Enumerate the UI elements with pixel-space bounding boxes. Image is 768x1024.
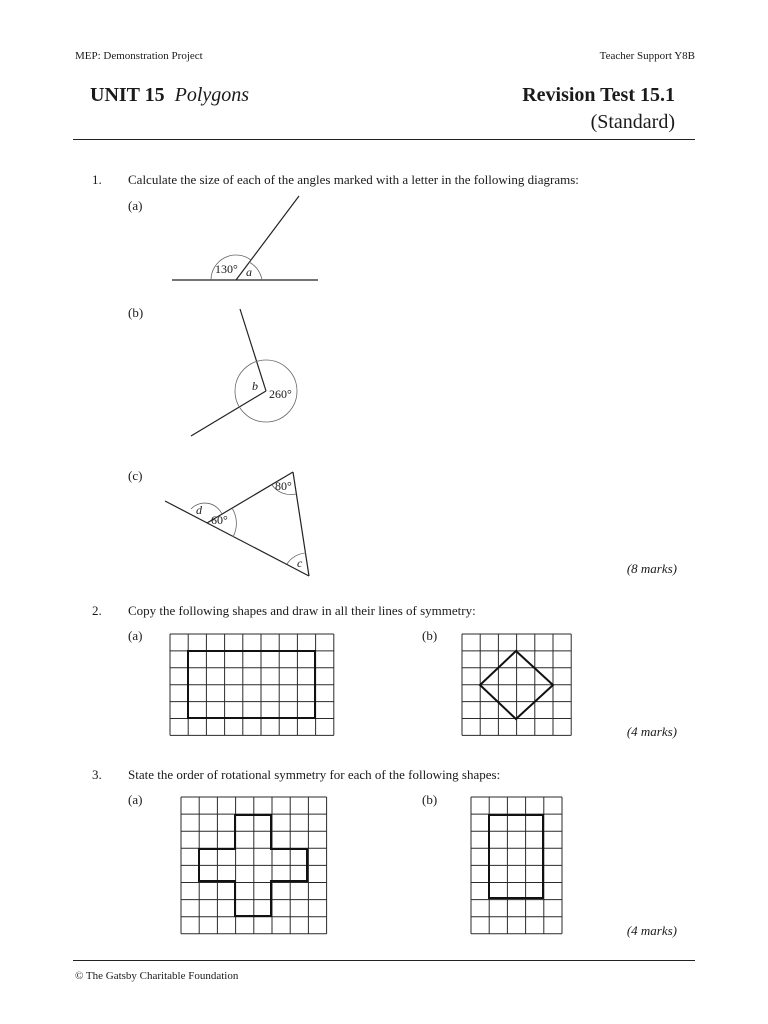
q2-marks: (4 marks) xyxy=(626,724,677,739)
q3b-rectangle-shape xyxy=(489,815,543,898)
q1c-angle-c: c xyxy=(297,556,303,570)
q1c-diagram xyxy=(165,472,309,576)
q2b-grid xyxy=(462,634,571,735)
q1-part-c-label: (c) xyxy=(128,468,143,483)
q1b-angle-b: b xyxy=(252,379,258,393)
q1c-angle-60: 60° xyxy=(211,513,228,527)
q2a-grid xyxy=(170,634,334,735)
question-3-text: State the order of rotational symmetry for each of the following shapes: xyxy=(128,767,501,782)
q2-part-a-label: (a) xyxy=(128,628,143,643)
q2-part-b-label: (b) xyxy=(422,628,438,643)
unit-number: UNIT 15 xyxy=(90,84,165,106)
question-2-number: 2. xyxy=(92,603,102,618)
q1c-angle-80: 80° xyxy=(275,479,292,493)
unit-topic: Polygons xyxy=(174,84,250,106)
test-level: (Standard) xyxy=(590,111,675,133)
footer-copyright: © The Gatsby Charitable Foundation xyxy=(75,970,239,982)
q1-part-b-label: (b) xyxy=(128,305,144,320)
q1c-angle-arc-60 xyxy=(232,508,236,537)
header-support: Teacher Support Y8B xyxy=(599,50,695,62)
test-title: Revision Test 15.1 xyxy=(522,84,675,106)
q1c-extended-side xyxy=(165,501,309,576)
question-1-number: 1. xyxy=(92,172,102,187)
q3-part-a-label: (a) xyxy=(128,792,143,807)
q1b-angle-260: 260° xyxy=(269,387,292,401)
q1-part-a-label: (a) xyxy=(128,198,143,213)
q1b-lower-line xyxy=(191,391,266,436)
question-3-number: 3. xyxy=(92,767,102,782)
header-project: MEP: Demonstration Project xyxy=(75,50,203,62)
q3a-grid xyxy=(181,797,327,934)
question-1-text: Calculate the size of each of the angles marked with a letter in the following diagrams: xyxy=(128,172,579,187)
q1b-diagram xyxy=(191,309,297,436)
footer-rule xyxy=(73,960,695,961)
q1a-diagram xyxy=(172,196,318,280)
q3-part-b-label: (b) xyxy=(422,792,438,807)
q3b-grid xyxy=(471,797,562,934)
q1-marks: (8 marks) xyxy=(626,561,677,576)
question-2-text: Copy the following shapes and draw in all their lines of symmetry: xyxy=(128,603,476,618)
q1c-angle-d: d xyxy=(196,503,202,517)
q3-marks: (4 marks) xyxy=(626,923,677,938)
q1a-angle-a: a xyxy=(246,265,252,279)
q1a-angle-130: 130° xyxy=(215,262,238,276)
